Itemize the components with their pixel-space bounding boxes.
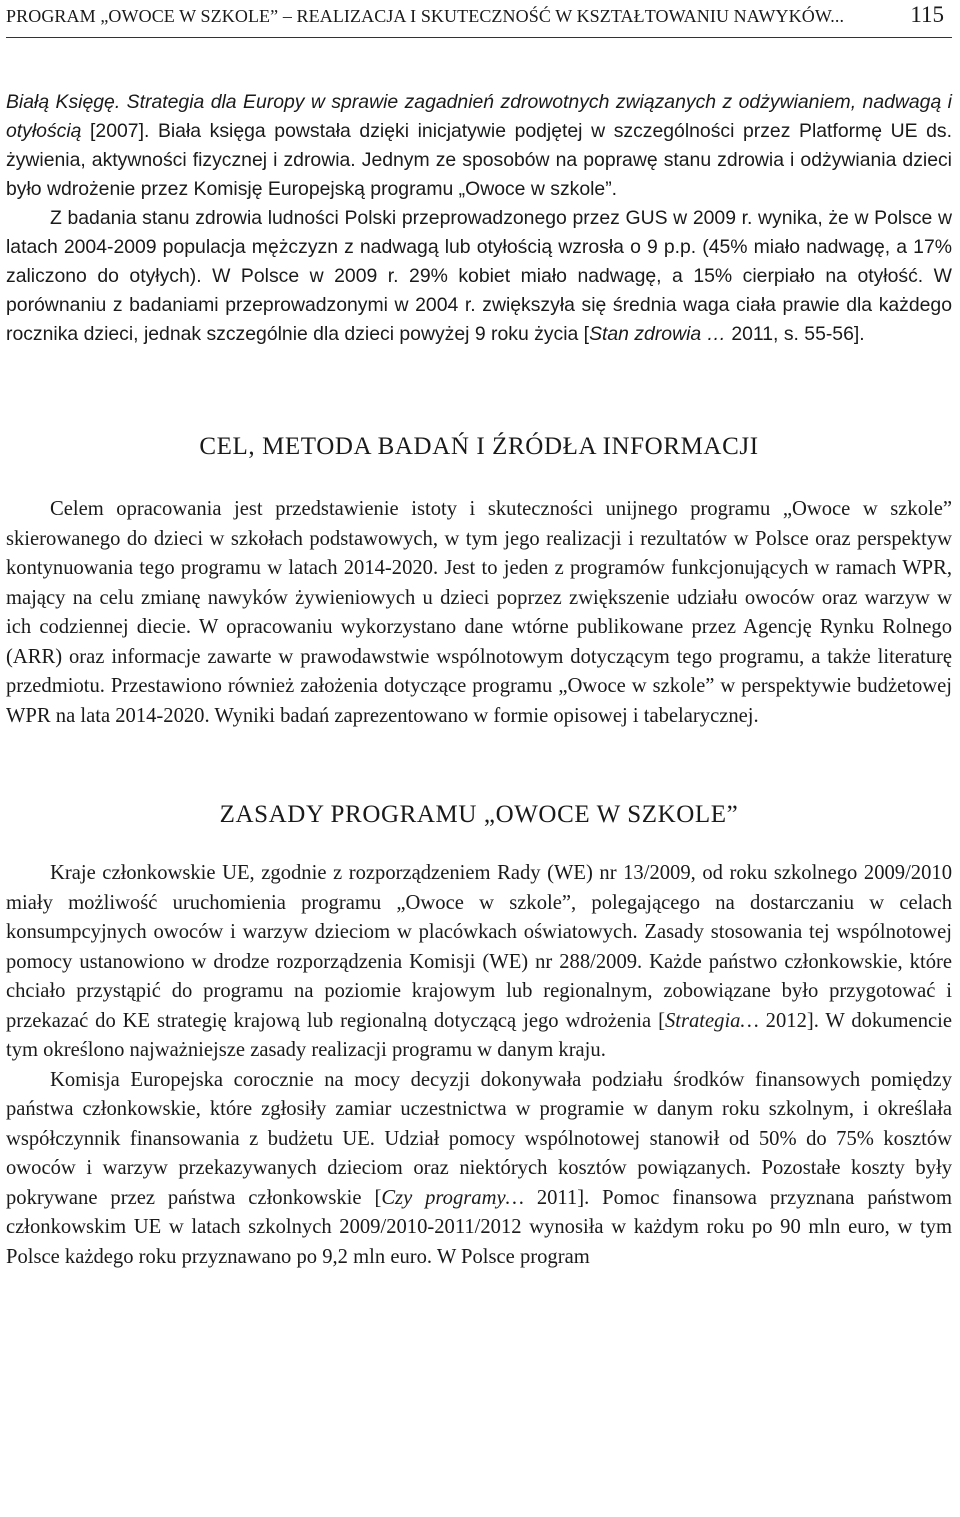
zasady-citation-2: Czy programy… bbox=[381, 1186, 537, 1209]
intro-citation-title: Białą Księgę. Strategia dla Europy w sprawie zagadnień zdrowotnych związanych z odżywianiem, nadwagą i otyłością bbox=[6, 91, 952, 142]
intro-paragraph-2 bbox=[6, 204, 952, 349]
zasady-text-1b: 2012]. W dokumencie tym określono najważniejsze zasady realizacji programu w danym kraju. bbox=[6, 1009, 952, 1061]
zasady-paragraph-1 bbox=[6, 859, 952, 1066]
zasady-text-1a: Kraje członkowskie UE, zgodnie z rozporządzeniem Rady (WE) nr 13/2009, od roku szkolnego 2009/2010 miały możliwość uruchomienia programu „Owoce w szkole”, polegającego na dostarczaniu w celach konsumpcyjnych owoców i warzyw dzieciom w placówkach oświatowych. Zasady stosowania tej wspólnotowej pomocy ustanowiono w drodze rozporządzenia Komisji (WE) nr 288/2009. Każde państwo członkowskie, które chciało przystąpić do programu na poziomie krajowym lub regionalnym, zobowiązane było przygotować i przekazać do KE strategię krajową lub regionalną dotyczącą jego wdrożenia [ bbox=[6, 862, 952, 1032]
zasady-text-2a: Komisja Europejska corocznie na mocy decyzji dokonywała podziału środków finansowych pomiędzy państwa członkowskie, które zgłosiły zamiar uczestnictwa w programie w danym roku szkolnym, i określała współczynnik finansowania z budżetu UE. Udział pomocy wspólnotowej stanowił od 50% do 75% kosztów owoców i warzyw przekazywanych dzieciom oraz niektórych kosztów powiązanych. Pozostałe koszty były pokrywane przez państwa członkowskie [ bbox=[6, 1068, 952, 1209]
running-title: PROGRAM „OWOCE W SZKOLE” – REALIZACJA I SKUTECZNOŚĆ W KSZTAŁTOWANIU NAWYKÓW... bbox=[6, 6, 845, 26]
zasady-citation-1: Strategia… bbox=[664, 1009, 766, 1032]
intro-citation-2: Stan zdrowia … bbox=[589, 323, 732, 345]
zasady-paragraph-2 bbox=[6, 1066, 952, 1273]
intro-text-2: Z badania stanu zdrowia ludności Polski przeprowadzonego przez GUS w 2009 r. wynika, że w Polsce w latach 2004-2009 populacja mężczyzn z nadwagą lub otyłością wzrosła o 9 p.p. (45% miało nadwagę, a 17% zaliczono do otyłych). W Polsce w 2009 r. 29% kobiet miało nadwagę, a 15% cierpiało na otyłość. W porównaniu z badaniami przeprowadzonymi w 2004 r. zwiększyła się średnia waga ciała prawie dla każdego rocznika dzieci, jednak szczególnie dla dzieci powyżej 9 roku życia [ bbox=[6, 207, 952, 345]
cel-paragraph: Celem opracowania jest przedstawienie istoty i skuteczności unijnego programu „Owoce w szkole” skierowanego do dzieci w szkołach podstawowych, w tym jego realizacji i rezultatów w Polsce oraz perspektyw kontynuowania tego programu w latach 2014-2020. Jest to jeden z programów funkcjonujących w ramach WPR, mający na celu zmianę nawyków żywieniowych u dzieci poprzez zwiększenie udziału owoców oraz warzyw w ich codziennej diecie. W opracowaniu wykorzystano dane wtórne publikowane przez Agencję Rynku Rolnego (ARR) oraz informacje zawarte w prawodawstwie wspólnotowym dotyczącym tego programu, a także literaturę przedmiotu. Przestawiono również założenia dotyczące programu „Owoce w szkole” w perspektywie budżetowej WPR na lata 2014-2020. Wyniki badań zaprezentowano w formie opisowej i tabelarycznej. bbox=[6, 498, 952, 727]
page-number: 115 bbox=[910, 2, 944, 27]
intro-text-2-end: 2011, s. 55-56]. bbox=[731, 323, 865, 345]
running-header bbox=[6, 0, 952, 38]
section-heading-zasady: ZASADY PROGRAMU „OWOCE W SZKOLE” bbox=[219, 801, 739, 828]
intro-text-1: [2007]. Biała księga powstała dzięki inicjatywie podjętej w szczególności przez Platformę UE ds. żywienia, aktywności fizycznej i zdrowia. Jednym ze sposobów na poprawę stanu zdrowia i odżywiania dzieci było wdrożenie przez Komisję Europejską programu „Owoce w szkole”. bbox=[6, 120, 952, 200]
zasady-text-2b: 2011]. Pomoc finansowa przyznana państwom członkowskim UE w latach szkolnych 2009/2010-2011/2012 wynosiła w każdym roku po 90 mln euro, w tym Polsce każdego roku przyznawano po 9,2 mln euro. W Polsce program bbox=[6, 1186, 953, 1268]
intro-paragraph-1 bbox=[6, 88, 952, 204]
section-heading-cel: CEL, METODA BADAŃ I ŹRÓDŁA INFORMACJI bbox=[199, 433, 759, 460]
